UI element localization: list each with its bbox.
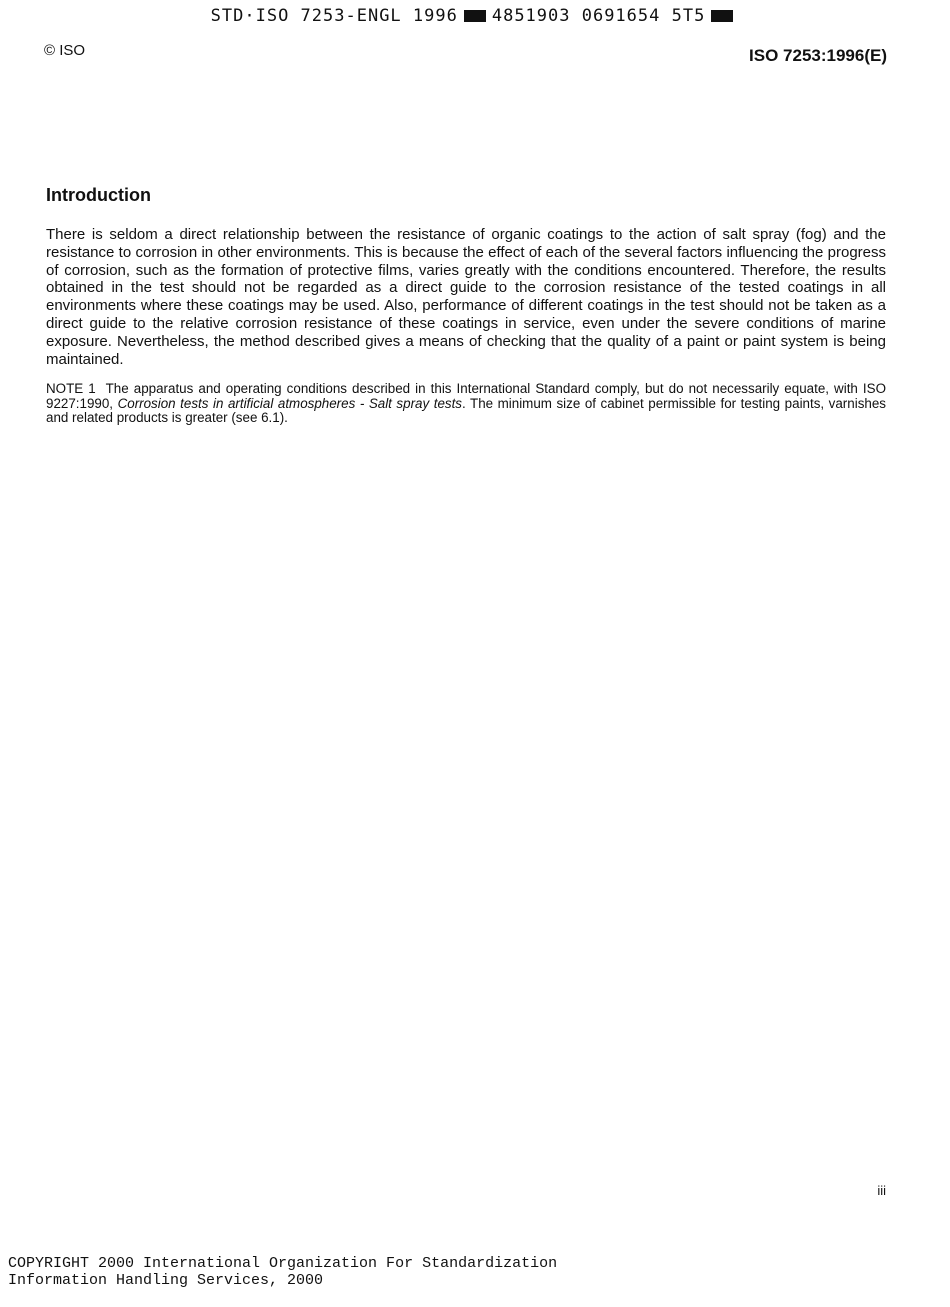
note-paragraph <box>46 382 886 426</box>
document-code-header <box>0 6 950 26</box>
note-text-before: The apparatus and operating conditions described in this International Standard comply, but do not necessarily equate, with ISO 9227:1990, <box>46 381 886 411</box>
introduction-paragraph: There is seldom a direct relationship between the resistance of organic coatings to the action of salt spray (fog) and the resistance to corrosion in other environments. This is because the effect of each of the several factors influencing the progress of corrosion, such as the formation of protective films, varies greatly with the conditions encountered. Therefore, the results obtained in the test should not be regarded as a direct guide to the corrosion resistance of the tested coatings in all environments where these coatings may be used. Also, performance of different coatings in the test should not be taken as a direct guide to the relative corrosion resistance of these coatings in service, even under the severe conditions of marine exposure. Nevertheless, the method described gives a means of checking that the quality of a paint or paint system is being maintained. <box>46 226 886 368</box>
note-cited-title: Corrosion tests in artificial atmospheres - Salt spray tests <box>117 395 462 411</box>
note-label: NOTE 1 <box>46 381 96 396</box>
document-code-left: STD·ISO 7253-ENGL 1996 <box>210 6 458 26</box>
note-text-after: . The minimum size of cabinet permissible for testing paints, varnishes and related products is greater (see 6.1). <box>46 395 886 426</box>
standard-number: ISO 7253:1996(E) <box>749 46 887 65</box>
section-title: Introduction <box>46 185 151 205</box>
redaction-block <box>711 10 733 22</box>
document-code-middle: 4851903 0691654 5T5 <box>491 6 706 26</box>
page-number: iii <box>877 1183 886 1198</box>
redaction-block <box>464 10 486 22</box>
copyright-footer <box>8 1255 557 1289</box>
footer-line-2: Information Handling Services, 2000 <box>8 1272 324 1289</box>
footer-line-1: COPYRIGHT 2000 International Organization For Standardization <box>8 1255 558 1272</box>
copyright-mark: © ISO <box>44 42 86 59</box>
